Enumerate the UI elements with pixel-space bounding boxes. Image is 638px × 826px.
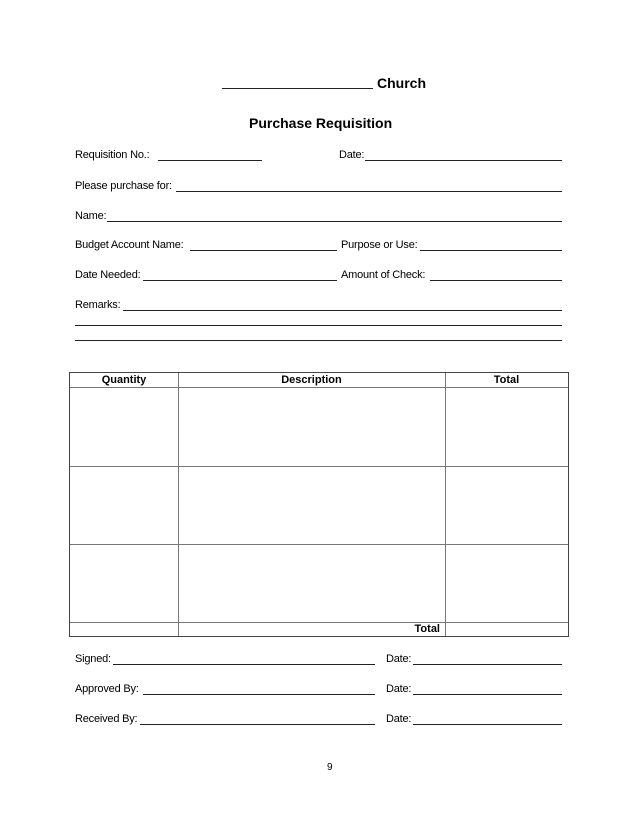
signed-date-label: Date:	[386, 653, 412, 665]
date-label: Date:	[339, 149, 365, 161]
total-header: Total	[493, 374, 520, 386]
received-date-field[interactable]	[413, 724, 562, 725]
date-needed-field[interactable]	[143, 280, 337, 281]
date-needed-label: Date Needed:	[75, 269, 141, 281]
quantity-header: Quantity	[101, 374, 147, 386]
total-cell[interactable]	[446, 387, 568, 466]
quantity-cell[interactable]	[70, 466, 178, 544]
signed-label: Signed:	[75, 653, 111, 665]
amount-of-check-field[interactable]	[430, 280, 562, 281]
remarks-field-line-2[interactable]	[75, 325, 562, 326]
items-table	[69, 372, 569, 637]
amount-of-check-label: Amount of Check:	[341, 269, 426, 281]
table-row	[70, 466, 568, 544]
please-purchase-for-label: Please purchase for:	[75, 180, 172, 192]
name-field[interactable]	[107, 221, 562, 222]
page-number: 9	[327, 762, 333, 773]
description-cell[interactable]	[179, 544, 445, 622]
total-cell[interactable]	[446, 544, 568, 622]
budget-account-name-label: Budget Account Name:	[75, 239, 184, 251]
description-header: Description	[281, 374, 342, 386]
remarks-field-line-3[interactable]	[75, 340, 562, 341]
quantity-cell[interactable]	[70, 544, 178, 622]
remarks-field-line-1[interactable]	[123, 310, 562, 311]
remarks-label: Remarks:	[75, 299, 121, 311]
date-field[interactable]	[365, 160, 562, 161]
description-cell[interactable]	[179, 466, 445, 544]
received-date-label: Date:	[386, 713, 412, 725]
page-title: Purchase Requisition	[249, 115, 393, 131]
approved-date-label: Date:	[386, 683, 412, 695]
purpose-or-use-field[interactable]	[420, 250, 562, 251]
name-label: Name:	[75, 210, 107, 222]
approved-by-label: Approved By:	[75, 683, 139, 695]
table-total-label: Total	[414, 623, 440, 635]
requisition-no-label: Requisition No.:	[75, 149, 150, 161]
requisition-no-field[interactable]	[158, 160, 262, 161]
approved-date-field[interactable]	[413, 694, 562, 695]
church-name-blank[interactable]	[222, 88, 373, 89]
table-row	[70, 544, 568, 622]
purpose-or-use-label: Purpose or Use:	[341, 239, 418, 251]
received-by-field[interactable]	[140, 724, 375, 725]
budget-account-name-field[interactable]	[190, 250, 337, 251]
please-purchase-for-field[interactable]	[176, 191, 562, 192]
approved-by-field[interactable]	[143, 694, 375, 695]
table-grand-total-cell[interactable]	[446, 623, 568, 636]
church-label: Church	[377, 75, 426, 91]
quantity-cell[interactable]	[70, 387, 178, 466]
signed-date-field[interactable]	[413, 664, 562, 665]
description-cell[interactable]	[179, 387, 445, 466]
total-cell[interactable]	[446, 466, 568, 544]
received-by-label: Received By:	[75, 713, 138, 725]
table-row	[70, 387, 568, 466]
signed-field[interactable]	[113, 664, 375, 665]
